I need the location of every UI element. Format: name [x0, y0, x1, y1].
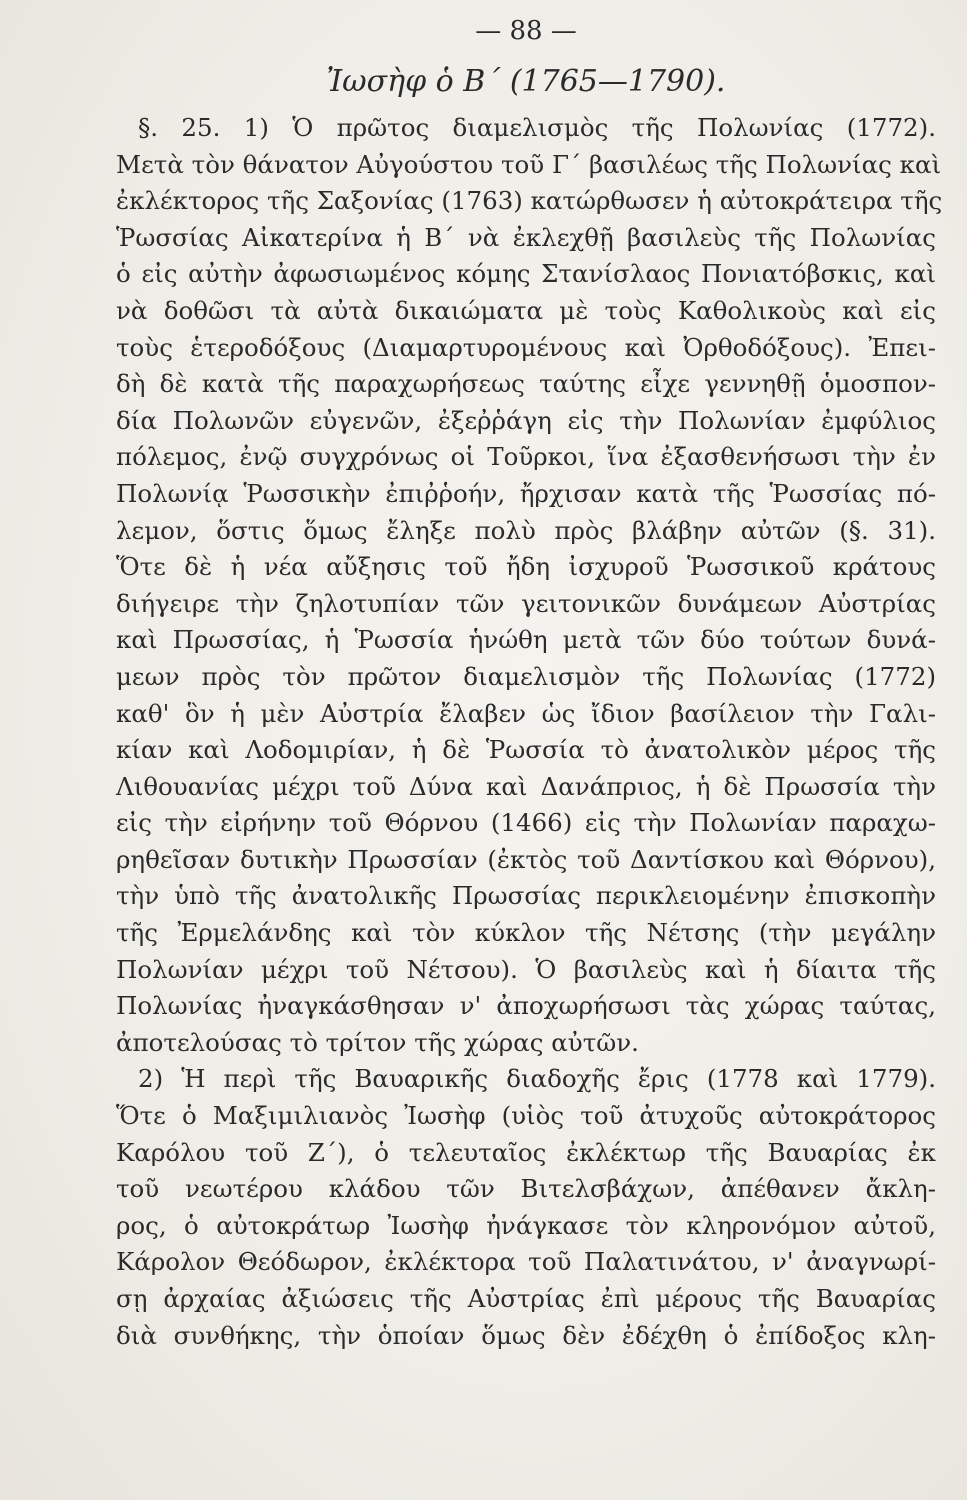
text-line: ἀποτελούσας τὸ τρίτον τῆς χώρας αὐτῶν.: [116, 1027, 639, 1057]
text-line: Κάρολον Θεόδωρον, ἐκλέκτορα τοῦ Παλατινάτου, ν' ἀναγνωρί-: [116, 1247, 936, 1277]
text-line: ὁ εἰς αὐτὴν ἀφωσιωμένος κόμης Στανίσλαος Πονιατόβσκις, καὶ: [116, 259, 936, 289]
text-line: τοὺς ἑτεροδόξους (Διαμαρτυρομένους καὶ Ὀρθοδόξους). Ἐπει-: [116, 332, 936, 362]
text-line: Πολωνίαν μέχρι τοῦ Νέτσου). Ὁ βασιλεὺς καὶ ἡ δίαιτα τῆς: [116, 954, 936, 984]
chapter-title: Ἰωσὴφ ὁ Β΄ (1765—1790).: [326, 64, 726, 99]
text-block: [116, 8, 943, 1354]
text-line: ἐκλέκτορος τῆς Σαξονίας (1763) κατώρθωσεν ἡ αὐτοκράτειρα τῆς: [116, 186, 943, 216]
text-line: ρηθεῖσαν δυτικὴν Πρωσσίαν (ἐκτὸς τοῦ Δαντίσκου καὶ Θόρνου),: [116, 844, 936, 874]
text-line: Καρόλου τοῦ Ζ΄), ὁ τελευταῖος ἐκλέκτωρ τῆς Βαυαρίας ἐκ: [116, 1137, 936, 1167]
section-heading-line: §. 25. 1) Ὁ πρῶτος διαμελισμὸς τῆς Πολωνίας (1772).: [138, 113, 936, 142]
text-line: καθ' ὃν ἡ μὲν Αὐστρία ἔλαβεν ὡς ἴδιον βασίλειον τὴν Γαλι-: [116, 698, 936, 728]
text-line: Ὅτε ὁ Μαξιμιλιανὸς Ἰωσὴφ (υἱὸς τοῦ ἀτυχοῦς αὐτοκράτορος: [116, 1101, 936, 1131]
text-line: εἰς τὴν εἰρήνην τοῦ Θόρνου (1466) εἰς τὴν Πολωνίαν παραχω-: [116, 808, 936, 838]
text-line: πόλεμος, ἐνῷ συγχρόνως οἱ Τοῦρκοι, ἵνα ἐξασθενήσωσι τὴν ἐν: [116, 442, 936, 472]
text-line: λεμον, ὅστις ὅμως ἔληξε πολὺ πρὸς βλάβην αὐτῶν (§. 31).: [116, 515, 936, 545]
text-line: σῃ ἀρχαίας ἀξιώσεις τῆς Αὐστρίας ἐπὶ μέρους τῆς Βαυαρίας: [116, 1284, 936, 1313]
text-line: καὶ Πρωσσίας, ἡ Ῥωσσία ἡνώθη μετὰ τῶν δύο τούτων δυνά-: [116, 625, 936, 655]
text-line: ρος, ὁ αὐτοκράτωρ Ἰωσὴφ ἠνάγκασε τὸν κληρονόμον αὐτοῦ,: [116, 1210, 936, 1240]
text-line: τῆς Ἐρμελάνδης καὶ τὸν κύκλον τῆς Νέτσης (τὴν μεγάλην: [116, 918, 936, 948]
section-heading-line: 2) Ἡ περὶ τῆς Βαυαρικῆς διαδοχῆς ἔρις (1778 καὶ 1779).: [138, 1064, 936, 1094]
text-line: διὰ συνθήκης, τὴν ὁποίαν ὅμως δὲν ἐδέχθη ὁ ἐπίδοξος κλη-: [116, 1320, 936, 1350]
text-line: τὴν ὑπὸ τῆς ἀνατολικῆς Πρωσσίας περικλειομένην ἐπισκοπὴν: [116, 881, 936, 911]
text-line: κίαν καὶ Λοδομιρίαν, ἡ δὲ Ῥωσσία τὸ ἀνατολικὸν μέρος τῆς: [116, 735, 936, 765]
text-line: Ὅτε δὲ ἡ νέα αὔξησις τοῦ ἤδη ἰσχυροῦ Ῥωσσικοῦ κράτους: [116, 552, 936, 582]
text-line: Πολωνίᾳ Ῥωσσικὴν ἐπιῤῥοήν, ἤρχισαν κατὰ τῆς Ῥωσσίας πό-: [116, 478, 936, 508]
text-line: μεων πρὸς τὸν πρῶτον διαμελισμὸν τῆς Πολωνίας (1772): [116, 661, 936, 691]
text-line: νὰ δοθῶσι τὰ αὐτὰ δικαιώματα μὲ τοὺς Καθολικοὺς καὶ εἰς: [116, 295, 936, 325]
page-number: — 88 —: [475, 16, 577, 46]
text-line: Λιθουανίας μέχρι τοῦ Δύνα καὶ Δανάπριος, ἡ δὲ Πρωσσία τὴν: [116, 771, 936, 801]
text-line: τοῦ νεωτέρου κλάδου τῶν Βιτελσβάχων, ἀπέθανεν ἄκλη-: [116, 1174, 936, 1204]
text-line: Πολωνίας ἠναγκάσθησαν ν' ἀποχωρήσωσι τὰς χώρας ταύτας,: [116, 991, 936, 1021]
body-text: [116, 110, 943, 1354]
text-line: διήγειρε τὴν ζηλοτυπίαν τῶν γειτονικῶν δυνάμεων Αὐστρίας: [116, 588, 936, 618]
text-line: δία Πολωνῶν εὐγενῶν, ἐξεῤῥάγη εἰς τὴν Πολωνίαν ἐμφύλιος: [116, 405, 936, 435]
text-line: Μετὰ τὸν θάνατον Αὐγούστου τοῦ Γ΄ βασιλέως τῆς Πολωνίας καὶ: [116, 149, 942, 179]
text-line: δὴ δὲ κατὰ τῆς παραχωρήσεως ταύτης εἶχε γεννηθῇ ὁμοσπον-: [116, 369, 936, 399]
text-line: Ῥωσσίας Αἰκατερίνα ἡ Β΄ νὰ ἐκλεχθῇ βασιλεὺς τῆς Πολωνίας: [116, 222, 936, 252]
